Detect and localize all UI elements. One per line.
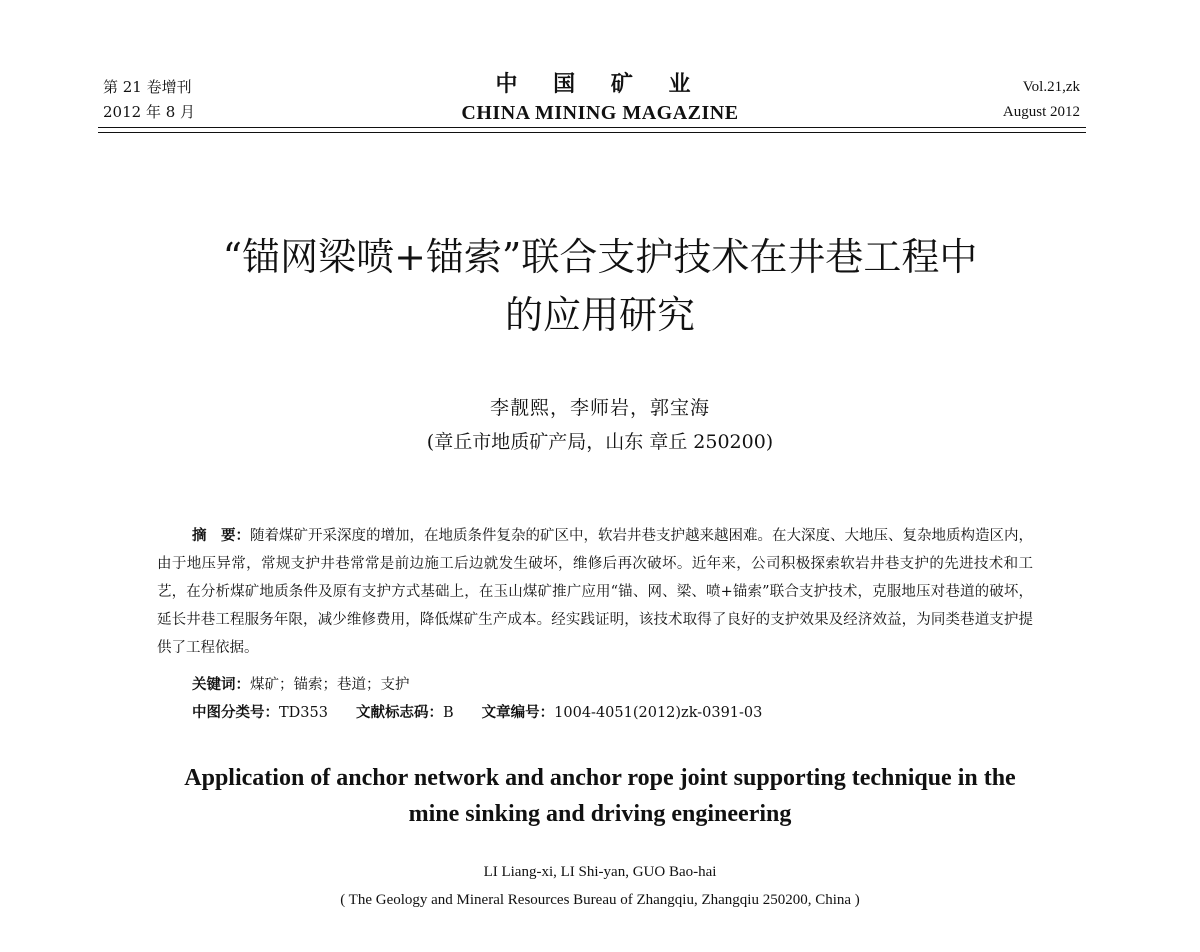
- keywords: [192, 671, 410, 699]
- affiliation-en: ( The Geology and Mineral Resources Bureau of Zhangqiu, Zhangqiu 250200, China ): [340, 892, 860, 908]
- header-rule-bottom: [98, 132, 1086, 133]
- affiliation-cn: (章丘市地质矿产局，山东 章丘 250200): [426, 431, 774, 453]
- doc-code-label: 文献标志码：: [355, 704, 443, 721]
- clc-value: TD353: [279, 705, 328, 721]
- article-number-label: 文章编号：: [481, 704, 555, 721]
- doc-code-value: B: [442, 705, 454, 721]
- volume-en: Vol.21,zk: [1022, 79, 1080, 95]
- volume-issue: 第 21 卷增刊: [103, 78, 192, 96]
- header-rule-top: [98, 127, 1086, 128]
- journal-title-cn: 中 国 矿 业: [495, 71, 705, 97]
- paper-title-cn: [0, 228, 1200, 344]
- keywords-label: 关键词：: [192, 676, 250, 693]
- journal-title-en: CHINA MINING MAGAZINE: [461, 102, 739, 124]
- title-cn-line2: 的应用研究: [504, 293, 695, 337]
- abstract-label: 摘 要：: [192, 527, 250, 544]
- classification-line: [192, 699, 762, 727]
- authors-en: LI Liang-xi, LI Shi-yan, GUO Bao-hai: [483, 864, 717, 880]
- authors-cn: 李靓熙，李师岩，郭宝海: [489, 397, 710, 419]
- publication-date-cn: 2012 年 8 月: [103, 103, 196, 121]
- publication-date-en: August 2012: [1002, 104, 1080, 120]
- paper-title-en: [0, 760, 1200, 832]
- clc-label: 中图分类号：: [192, 704, 279, 721]
- article-number-value: 1004-4051(2012)zk-0391-03: [554, 705, 763, 721]
- keywords-text: 煤矿；锚索；巷道；支护: [250, 677, 410, 693]
- title-cn-line1: “锚网梁喷+锚索”联合支护技术在井巷工程中: [222, 235, 978, 279]
- title-en-line1: Application of anchor network and anchor rope joint supporting technique in the: [184, 765, 1016, 791]
- header-right: [1003, 75, 1080, 125]
- abstract-text: 随着煤矿开采深度的增加，在地质条件复杂的矿区中，软岩井巷支护越来越困难。在大深度、大地压、复杂地质构造区内，由于地压异常，常规支护井巷常常是前边施工后边就发生破坏，维修后再次破坏。近年来，公司积极探索软岩井巷支护的先进技术和工艺，在分析煤矿地质条件及原有支护方式基础上，在玉山煤矿推广应用“锚、网、梁、喷+锚索”联合支护技术，克服地压对巷道的破坏，延长井巷工程服务年限，减少维修费用，降低煤矿生产成本。经实践证明，该技术取得了良好的支护效果及经济效益，为同类巷道支护提供了工程依据。: [157, 528, 1033, 656]
- title-en-line2: mine sinking and driving engineering: [408, 801, 792, 827]
- abstract-cn: [157, 522, 1033, 662]
